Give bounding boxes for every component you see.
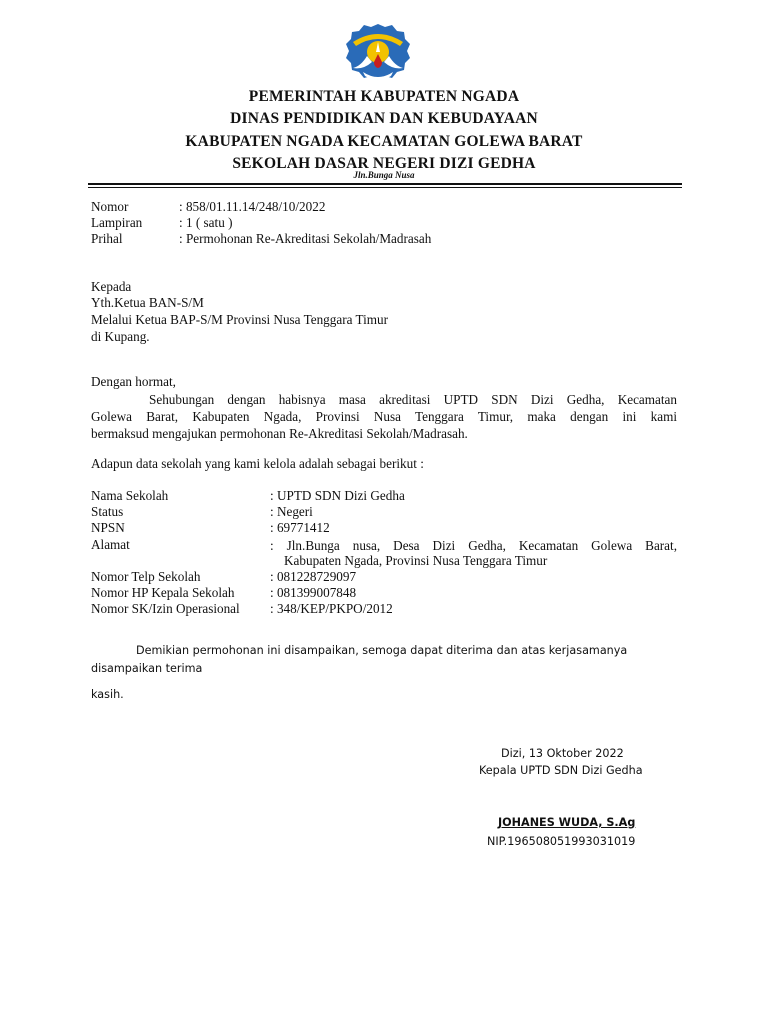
school-data-label: Alamat: [91, 537, 130, 552]
recipient-line: Melalui Ketua BAP-S/M Provinsi Nusa Tenggara Timur: [91, 312, 389, 327]
signer-name: JOHANES WUDA, S.Ag: [498, 816, 636, 829]
school-data-value: : 081399007848: [270, 585, 357, 600]
school-data-label: Nama Sekolah: [91, 488, 169, 503]
place-date: Dizi, 13 Oktober 2022: [501, 747, 624, 760]
school-data-value: : 348/KEP/PKPO/2012: [270, 601, 393, 616]
school-data-value: : Negeri: [270, 504, 313, 519]
letterhead-government: PEMERINTAH KABUPATEN NGADA: [248, 88, 520, 105]
letterhead-divider: [88, 183, 682, 185]
signer-nip: NIP.196508051993031019: [487, 835, 636, 848]
field-label-nomor: Nomor: [91, 199, 129, 214]
closing-line: disampaikan terima: [91, 662, 203, 675]
school-data-value-cont: Kabupaten Ngada, Provinsi Nusa Tenggara Timur: [284, 553, 548, 568]
letterhead-school: SEKOLAH DASAR NEGERI DIZI GEDHA: [232, 155, 536, 172]
school-data-value: : Jln.Bunga nusa, Desa Dizi Gedha, Kecamatan Golewa Barat,: [270, 538, 677, 553]
school-data-value: : 69771412: [270, 520, 330, 535]
greeting: Dengan hormat,: [91, 374, 176, 389]
body-paragraph-line: Sehubungan dengan habisnya masa akreditasi UPTD SDN Dizi Gedha, Kecamatan: [149, 392, 677, 407]
field-value-prihal: : Permohonan Re-Akreditasi Sekolah/Madrasah: [179, 231, 432, 246]
school-data-label: Status: [91, 504, 124, 519]
school-data-label: Nomor HP Kepala Sekolah: [91, 585, 235, 600]
body-paragraph-line: bermaksud mengajukan permohonan Re-Akreditasi Sekolah/Madrasah.: [91, 426, 468, 441]
signer-position: Kepala UPTD SDN Dizi Gedha: [479, 764, 643, 777]
data-intro: Adapun data sekolah yang kami kelola adalah sebagai berikut :: [91, 456, 424, 471]
letterhead-address: Jln.Bunga Nusa: [353, 170, 415, 180]
recipient-line: Yth.Ketua BAN-S/M: [91, 295, 204, 310]
school-data-label: Nomor SK/Izin Operasional: [91, 601, 240, 616]
closing-line: kasih.: [91, 688, 124, 701]
closing-line: Demikian permohonan ini disampaikan, semoga dapat diterima dan atas kerjasamanya: [136, 644, 628, 657]
school-data-label: Nomor Telp Sekolah: [91, 569, 201, 584]
recipient-line: Kepada: [91, 279, 132, 294]
field-value-nomor: : 858/01.11.14/248/10/2022: [179, 199, 326, 214]
field-label-lampiran: Lampiran: [91, 215, 143, 230]
letterhead-divider-thin: [88, 187, 682, 188]
recipient-line: di Kupang.: [91, 329, 150, 344]
body-paragraph-line: Golewa Barat, Kabupaten Ngada, Provinsi Nusa Tenggara Timur, maka dengan ini kami: [91, 409, 677, 424]
letterhead-district: KABUPATEN NGADA KECAMATAN GOLEWA BARAT: [185, 133, 583, 150]
field-value-lampiran: : 1 ( satu ): [179, 215, 233, 230]
field-label-prihal: Prihal: [91, 231, 123, 246]
school-data-label: NPSN: [91, 520, 125, 535]
tut-wuri-handayani-logo-icon: [345, 22, 411, 88]
school-data-value: : UPTD SDN Dizi Gedha: [270, 488, 405, 503]
letterhead-department: DINAS PENDIDIKAN DAN KEBUDAYAAN: [230, 110, 538, 127]
school-data-value: : 081228729097: [270, 569, 357, 584]
